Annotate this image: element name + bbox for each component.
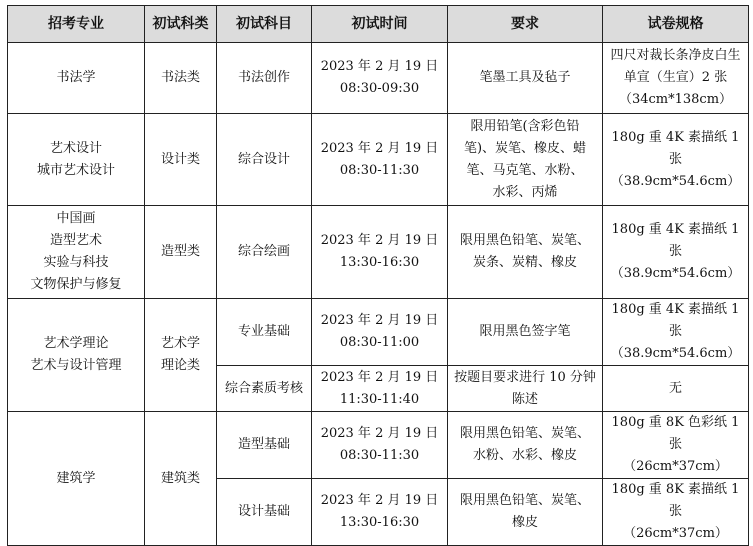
cell-category: 设计类 xyxy=(145,114,217,206)
cell-category: 建筑类 xyxy=(145,412,217,546)
table-row xyxy=(8,43,749,114)
header-major: 招考专业 xyxy=(8,6,145,43)
cell-requirements: 限用黑色铅笔、炭笔、 水粉、水彩、橡皮 xyxy=(448,412,603,479)
cell-time: 2023 年 2 月 19 日 13:30-16:30 xyxy=(312,479,448,546)
cell-category: 书法类 xyxy=(145,43,217,114)
header-requirements: 要求 xyxy=(448,6,603,43)
cell-time: 2023 年 2 月 19 日 08:30-11:30 xyxy=(312,412,448,479)
table-row xyxy=(8,299,749,366)
cell-category: 艺术学 理论类 xyxy=(145,299,217,412)
cell-requirements: 限用铅笔(含彩色铅 笔)、炭笔、橡皮、蜡 笔、马克笔、水粉、 水彩、丙烯 xyxy=(448,114,603,206)
cell-paper-spec: 无 xyxy=(603,366,749,412)
cell-paper-spec: 180g 重 8K 素描纸 1 张 （26cm*37cm） xyxy=(603,479,749,546)
cell-time: 2023 年 2 月 19 日 08:30-09:30 xyxy=(312,43,448,114)
cell-paper-spec: 180g 重 4K 素描纸 1 张 （38.9cm*54.6cm） xyxy=(603,206,749,299)
cell-subject: 综合设计 xyxy=(217,114,312,206)
cell-requirements: 笔墨工具及毡子 xyxy=(448,43,603,114)
cell-paper-spec: 180g 重 4K 素描纸 1 张 （38.9cm*54.6cm） xyxy=(603,114,749,206)
cell-requirements: 按题目要求进行 10 分钟 陈述 xyxy=(448,366,603,412)
exam-schedule-table xyxy=(7,5,749,546)
cell-subject: 设计基础 xyxy=(217,479,312,546)
cell-paper-spec: 180g 重 8K 色彩纸 1 张 （26cm*37cm） xyxy=(603,412,749,479)
cell-category: 造型类 xyxy=(145,206,217,299)
cell-subject: 专业基础 xyxy=(217,299,312,366)
cell-major: 建筑学 xyxy=(8,412,145,546)
header-category: 初试科类 xyxy=(145,6,217,43)
cell-subject: 书法创作 xyxy=(217,43,312,114)
cell-major: 书法学 xyxy=(8,43,145,114)
cell-subject: 综合绘画 xyxy=(217,206,312,299)
cell-major: 中国画 造型艺术 实验与科技 文物保护与修复 xyxy=(8,206,145,299)
cell-time: 2023 年 2 月 19 日 13:30-16:30 xyxy=(312,206,448,299)
cell-requirements: 限用黑色铅笔、炭笔、 橡皮 xyxy=(448,479,603,546)
table-row xyxy=(8,114,749,206)
header-subject: 初试科目 xyxy=(217,6,312,43)
cell-subject: 造型基础 xyxy=(217,412,312,479)
exam-schedule-table-container xyxy=(7,5,748,541)
cell-requirements: 限用黑色签字笔 xyxy=(448,299,603,366)
header-time: 初试时间 xyxy=(312,6,448,43)
cell-time: 2023 年 2 月 19 日 11:30-11:40 xyxy=(312,366,448,412)
cell-requirements: 限用黑色铅笔、炭笔、 炭条、炭精、橡皮 xyxy=(448,206,603,299)
header-paper-spec: 试卷规格 xyxy=(603,6,749,43)
table-row xyxy=(8,206,749,299)
table-header-row xyxy=(8,6,749,43)
cell-time: 2023 年 2 月 19 日 08:30-11:30 xyxy=(312,114,448,206)
table-row xyxy=(8,412,749,479)
cell-paper-spec: 180g 重 4K 素描纸 1 张 （38.9cm*54.6cm） xyxy=(603,299,749,366)
cell-major: 艺术设计 城市艺术设计 xyxy=(8,114,145,206)
cell-subject: 综合素质考核 xyxy=(217,366,312,412)
cell-time: 2023 年 2 月 19 日 08:30-11:00 xyxy=(312,299,448,366)
cell-paper-spec: 四尺对裁长条净皮白生 单宣（生宣）2 张 （34cm*138cm） xyxy=(603,43,749,114)
cell-major: 艺术学理论 艺术与设计管理 xyxy=(8,299,145,412)
